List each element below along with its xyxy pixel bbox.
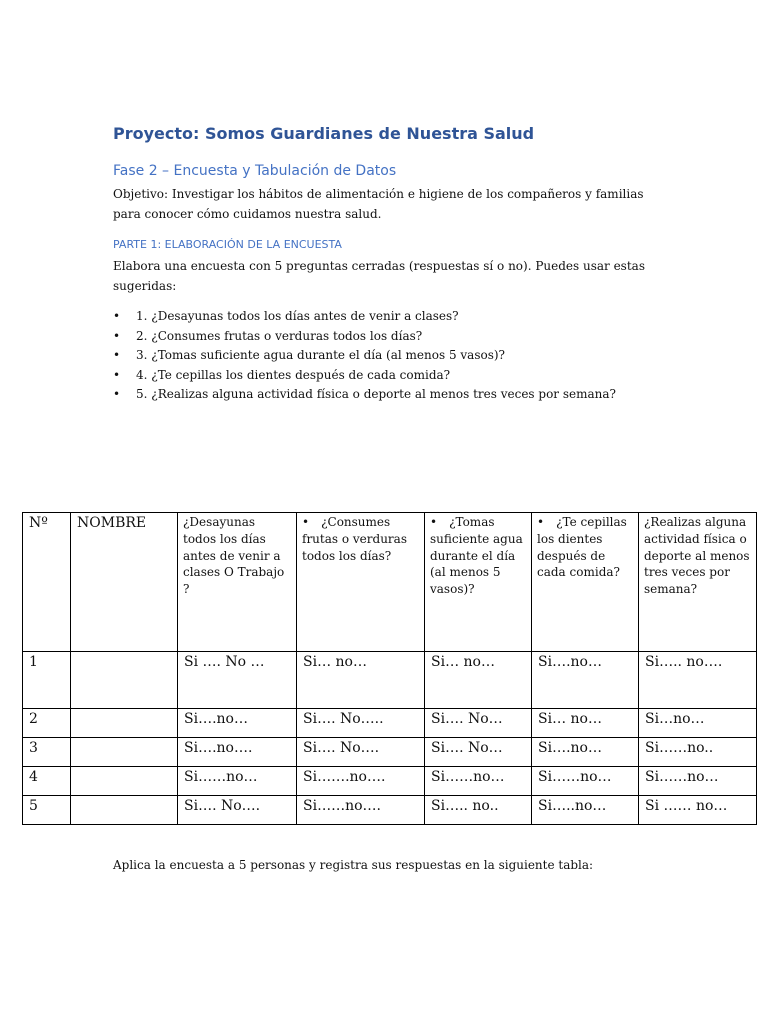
answer-cell: Si… no… [532,709,639,738]
answer-cell: Si….no… [532,738,639,767]
answer-cell: Si….no…. [178,738,297,767]
list-item [113,327,616,347]
answer-cell: Si… no… [297,652,425,709]
header-question-3 [425,513,532,652]
answer-cell: Si…….no…. [297,767,425,796]
answer-cell: Si…. No… [425,709,532,738]
answer-cell: Si …. No … [178,652,297,709]
answer-cell: Si….no… [532,652,639,709]
name-cell [71,738,178,767]
bullet-icon: • [113,309,121,323]
header-question-1-text: ¿Desayunas todos los días antes de venir a clases O Trabajo ? [183,515,285,597]
row-number: 1 [23,652,71,709]
header-question-4 [532,513,639,652]
row-number: 4 [23,767,71,796]
header-question-5-text: ¿Realizas alguna actividad física o deporte al menos tres veces por semana? [644,515,750,597]
name-cell [71,709,178,738]
header-question-2 [297,513,425,652]
bullet-icon: • [430,515,438,529]
question-text: 2. ¿Consumes frutas o verduras todos los días? [136,328,423,343]
header-question-2-text: ¿Consumes frutas o verduras todos los días? [302,515,407,563]
name-cell [71,767,178,796]
name-cell [71,796,178,825]
answer-cell: Si…. No….. [297,709,425,738]
table-row [23,767,757,796]
bullet-icon: • [537,515,545,529]
table-row [23,738,757,767]
suggested-questions-list [113,307,616,405]
header-question-3-text: ¿Tomas suficiente agua durante el día (al menos 5 vasos)? [430,515,523,597]
name-cell [71,652,178,709]
phase-heading: Fase 2 – Encuesta y Tabulación de Datos [113,163,397,179]
answer-cell: Si…..no… [532,796,639,825]
question-text: 1. ¿Desayunas todos los días antes de venir a clases? [136,309,459,323]
answer-cell: Si……no…. [297,796,425,825]
table-header-row [23,513,757,652]
objective-text: Objetivo: Investigar los hábitos de alimentación e higiene de los compañeros y familias para conocer cómo cuidamos nuestra salud. [113,187,644,221]
list-item [113,366,616,386]
answer-cell: Si….no… [178,709,297,738]
answer-cell: Si……no.. [639,738,757,767]
answer-cell: Si……no… [639,767,757,796]
answer-cell: Si…no… [639,709,757,738]
answer-cell: Si….. no.. [425,796,532,825]
header-question-4-text: ¿Te cepillas los dientes después de cada comida? [537,515,627,580]
bullet-icon: • [113,348,121,362]
answer-cell: Si….. no…. [639,652,757,709]
bullet-icon: • [113,367,121,382]
question-text: 5. ¿Realizas alguna actividad física o deporte al menos tres veces por semana? [136,387,616,401]
answer-cell: Si……no… [425,767,532,796]
answer-cell: Si…. No…. [178,796,297,825]
table-row [23,796,757,825]
answer-cell: Si…. No… [425,738,532,767]
question-text: 3. ¿Tomas suficiente agua durante el día (al menos 5 vasos)? [136,348,505,362]
part1-intro: Elabora una encuesta con 5 preguntas cerradas (respuestas sí o no). Puedes usar estas sugeridas: [113,259,645,293]
table-row [23,652,757,709]
answer-cell: Si …… no… [639,796,757,825]
survey-table [22,512,757,825]
header-question-1 [178,513,297,652]
header-number: Nº [23,513,71,652]
list-item [113,385,616,405]
row-number: 2 [23,709,71,738]
row-number: 3 [23,738,71,767]
row-number: 5 [23,796,71,825]
question-text: 4. ¿Te cepillas los dientes después de cada comida? [136,367,451,382]
instruction-footer: Aplica la encuesta a 5 personas y registra sus respuestas en la siguiente tabla: [113,858,594,872]
part1-heading: PARTE 1: ELABORACIÓN DE LA ENCUESTA [113,238,342,251]
bullet-icon: • [302,515,310,529]
answer-cell: Si…. No…. [297,738,425,767]
table-row [23,709,757,738]
answer-cell: Si……no… [532,767,639,796]
list-item [113,307,616,327]
answer-cell: Si… no… [425,652,532,709]
header-name: NOMBRE [71,513,178,652]
bullet-icon: • [113,328,121,343]
list-item [113,346,616,366]
document-title: Proyecto: Somos Guardianes de Nuestra Salud [113,124,535,143]
answer-cell: Si……no… [178,767,297,796]
header-question-5 [639,513,757,652]
bullet-icon: • [113,387,121,401]
